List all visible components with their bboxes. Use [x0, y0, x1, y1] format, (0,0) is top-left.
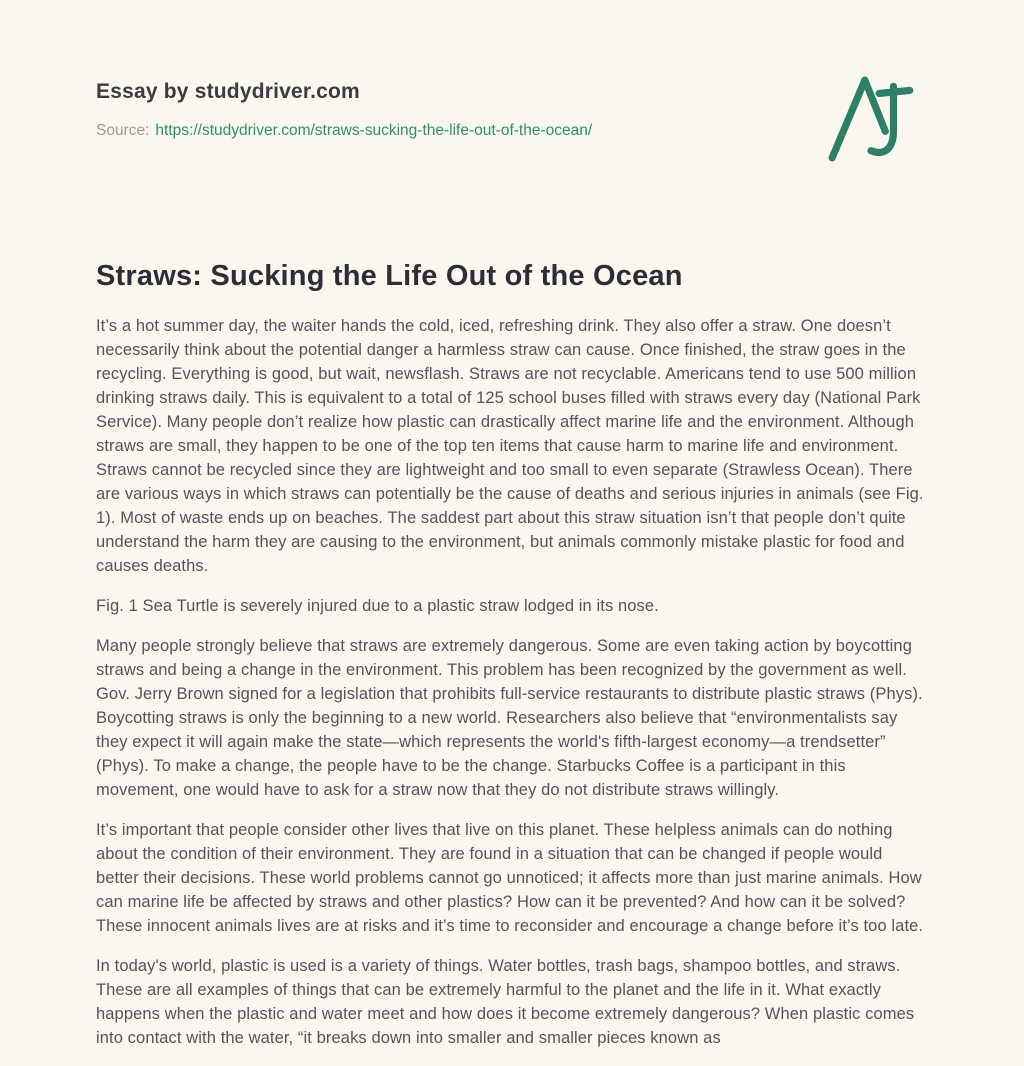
essay-content	[96, 258, 928, 1050]
source-line	[96, 120, 928, 142]
source-link[interactable]: https://studydriver.com/straws-sucking-the-life-out-of-the-ocean/	[155, 122, 593, 139]
source-label: Source:	[96, 122, 150, 139]
essay-paragraph-2: Many people strongly believe that straws are extremely dangerous. Some are even taking action by boycotting straws and being a change in the environment. This problem has been recognized by the government as well. Gov. Jerry Brown signed for a legislation that prohibits full-service restaurants to distribute plastic straws (Phys). Boycotting straws is only the beginning to a new world. Researchers also believe that “environmentalists say they expect it will again make the state—which represents the world's fifth-largest economy—a trendsetter” (Phys). To make a change, the people have to be the change. Starbucks Coffee is a participant in this movement, one would have to ask for a straw now that they do not distribute straws willingly.	[96, 637, 923, 799]
essay-paragraph-1: It’s a hot summer day, the waiter hands the cold, iced, refreshing drink. They also offer a straw. One doesn’t necessarily think about the potential danger a harmless straw can cause. Once finished, the straw goes in the recycling. Everything is good, but wait, newsflash. Straws are not recyclable. Americans tend to use 500 million drinking straws daily. This is equivalent to a total of 125 school buses filled with straws every day (National Park Service). Many people don’t realize how plastic can drastically affect marine life and the environment. Although straws are small, they happen to be one of the top ten items that cause harm to marine life and environment. Straws cannot be recycled since they are lightweight and too small to even separate (Strawless Ocean). There are various ways in which straws can potentially be the cause of deaths and serious injuries in animals (see Fig. 1). Most of waste ends up on beaches. The saddest part about this straw situation isn’t that people don’t quite understand the harm they are causing to the environment, but animals commonly mistake plastic for food and causes deaths.	[96, 317, 924, 575]
essay-paragraph-4: In today's world, plastic is used is a variety of things. Water bottles, trash bags, shampoo bottles, and straws. These are all examples of things that can be extremely harmful to the planet and the life in it. What exactly happens when the plastic and water meet and how does it become extremely dangerous? When plastic comes into contact with the water, “it breaks down into smaller and smaller pieces known as	[96, 957, 915, 1047]
studydriver-logo-icon	[826, 72, 918, 164]
essay-body	[96, 314, 928, 1050]
figure-caption: Fig. 1 Sea Turtle is severely injured due to a plastic straw lodged in its nose.	[96, 597, 659, 615]
byline: Essay by studydriver.com	[96, 80, 360, 103]
essay-paragraph-3: It’s important that people consider other lives that live on this planet. These helpless animals can do nothing about the condition of their environment. They are found in a situation that can be changed if people would better their decisions. These world problems cannot go unnoticed; it affects more than just marine animals. How can marine life be affected by straws and other plastics? How can it be prevented? And how can it be solved? These innocent animals lives are at risks and it’s time to reconsider and encourage a change before it’s too late.	[96, 821, 924, 935]
essay-title: Straws: Sucking the Life Out of the Ocean	[96, 260, 683, 292]
document-header	[96, 80, 928, 142]
